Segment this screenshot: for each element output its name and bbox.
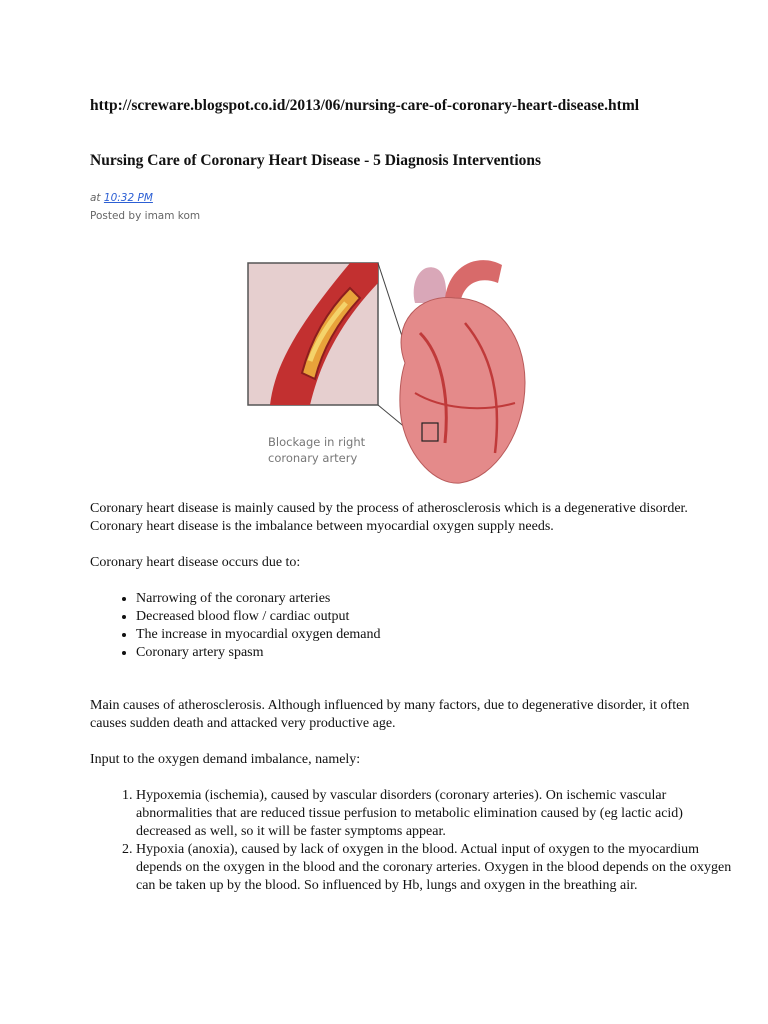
causes-list bbox=[90, 590, 736, 662]
post-meta bbox=[90, 189, 200, 225]
source-url[interactable]: http://screware.blogspot.co.id/2013/06/nursing-care-of-coronary-heart-disease.html bbox=[90, 97, 640, 114]
post-author: Posted by imam kom bbox=[90, 210, 201, 222]
heart-blockage-illustration bbox=[240, 243, 540, 488]
post-time-link[interactable]: 10:32 PM bbox=[103, 192, 153, 204]
paragraph-imbalance: Input to the oxygen demand imbalance, namely: bbox=[90, 752, 361, 767]
list-item: 1. Hypoxemia (ischemia), caused by vascular disorders (coronary arteries). On ischemic vascular abnormalities that are reduced tissue perfusion to metabolic elimination caused by (eg lactic acid) decreased as well, so it will be faster symptoms appear. bbox=[136, 787, 736, 841]
list-item: • The increase in myocardial oxygen demand bbox=[136, 626, 736, 644]
list-item: • Decreased blood flow / cardiac output bbox=[136, 608, 736, 626]
paragraph-atherosclerosis: Main causes of atherosclerosis. Although influenced by many factors, due to degenerative disorder, it often causes sudden death and attacked very productive age. bbox=[90, 698, 690, 731]
list-item: • Coronary artery spasm bbox=[136, 644, 736, 662]
imbalance-list bbox=[90, 787, 736, 895]
paragraph-occurs: Coronary heart disease occurs due to: bbox=[90, 555, 301, 570]
at-label: at bbox=[90, 192, 101, 204]
figure-caption-line2: coronary artery bbox=[268, 451, 358, 465]
list-item: • Narrowing of the coronary arteries bbox=[136, 590, 736, 608]
post-timestamp-line bbox=[90, 189, 200, 207]
paragraph-intro: Coronary heart disease is mainly caused by the process of atherosclerosis which is a degenerative disorder. Coronary heart disease is the imbalance between myocardial oxygen supply needs. bbox=[90, 501, 688, 534]
post-title: Nursing Care of Coronary Heart Disease - 5 Diagnosis Interventions bbox=[90, 152, 542, 169]
figure-caption-line1: Blockage in right bbox=[268, 435, 366, 449]
list-item: 2. Hypoxia (anoxia), caused by lack of oxygen in the blood. Actual input of oxygen to the myocardium depends on the oxygen in the blood and the coronary arteries. Oxygen in the blood depends on the oxygen can be taken up by the blood. So influenced by Hb, lungs and oxygen in the breathing air. bbox=[136, 841, 736, 895]
